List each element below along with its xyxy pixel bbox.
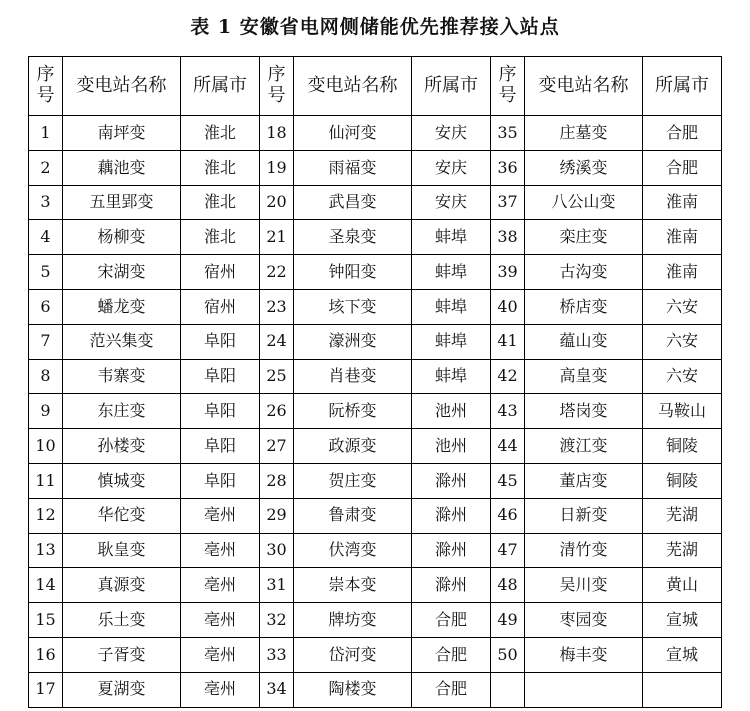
cell-city: 阜阳 <box>181 324 260 359</box>
cell-city: 淮北 <box>181 116 260 151</box>
cell-station-name: 庄墓变 <box>525 116 643 151</box>
cell-city: 亳州 <box>181 568 260 603</box>
cell-no: 50 <box>491 637 525 672</box>
cell-city: 合肥 <box>412 603 491 638</box>
cell-city: 亳州 <box>181 637 260 672</box>
cell-station-name: 杨柳变 <box>63 220 181 255</box>
cell-no: 46 <box>491 498 525 533</box>
cell-city: 亳州 <box>181 603 260 638</box>
cell-no: 32 <box>260 603 294 638</box>
header-row <box>29 57 722 116</box>
cell-city: 合肥 <box>412 637 491 672</box>
table-row <box>29 603 722 638</box>
cell-city: 宿州 <box>181 255 260 290</box>
cell-no: 21 <box>260 220 294 255</box>
cell-city <box>643 672 722 707</box>
cell-no: 47 <box>491 533 525 568</box>
cell-city: 蚌埠 <box>412 289 491 324</box>
cell-no: 1 <box>29 116 63 151</box>
header-no: 序号 <box>491 57 525 116</box>
cell-no: 35 <box>491 116 525 151</box>
header-station-name: 变电站名称 <box>294 57 412 116</box>
header-no: 序号 <box>29 57 63 116</box>
cell-city: 宿州 <box>181 289 260 324</box>
cell-no: 23 <box>260 289 294 324</box>
cell-no: 9 <box>29 394 63 429</box>
cell-no: 26 <box>260 394 294 429</box>
table-row <box>29 394 722 429</box>
cell-no: 28 <box>260 463 294 498</box>
cell-city: 芜湖 <box>643 533 722 568</box>
cell-station-name: 夏湖变 <box>63 672 181 707</box>
table-row <box>29 324 722 359</box>
table-row <box>29 359 722 394</box>
cell-station-name: 贺庄变 <box>294 463 412 498</box>
cell-no: 41 <box>491 324 525 359</box>
cell-city: 阜阳 <box>181 429 260 464</box>
cell-station-name: 武昌变 <box>294 185 412 220</box>
cell-city: 铜陵 <box>643 463 722 498</box>
cell-station-name: 栾庄变 <box>525 220 643 255</box>
cell-station-name: 古沟变 <box>525 255 643 290</box>
cell-station-name: 濠洲变 <box>294 324 412 359</box>
cell-city: 安庆 <box>412 116 491 151</box>
cell-no: 36 <box>491 150 525 185</box>
header-no: 序号 <box>260 57 294 116</box>
station-table <box>28 56 722 708</box>
cell-station-name: 藕池变 <box>63 150 181 185</box>
cell-city: 淮南 <box>643 255 722 290</box>
header-station-name: 变电站名称 <box>525 57 643 116</box>
cell-no: 48 <box>491 568 525 603</box>
cell-station-name: 耿皇变 <box>63 533 181 568</box>
cell-station-name: 宋湖变 <box>63 255 181 290</box>
cell-no: 49 <box>491 603 525 638</box>
cell-station-name: 伏湾变 <box>294 533 412 568</box>
cell-no: 27 <box>260 429 294 464</box>
cell-city: 滁州 <box>412 463 491 498</box>
cell-station-name: 慎城变 <box>63 463 181 498</box>
cell-station-name: 陶楼变 <box>294 672 412 707</box>
cell-station-name: 子胥变 <box>63 637 181 672</box>
cell-station-name: 五里郢变 <box>63 185 181 220</box>
cell-no: 31 <box>260 568 294 603</box>
cell-city: 合肥 <box>643 116 722 151</box>
header-city: 所属市 <box>643 57 722 116</box>
cell-no: 20 <box>260 185 294 220</box>
cell-no: 7 <box>29 324 63 359</box>
cell-city: 蚌埠 <box>412 359 491 394</box>
header-station-name: 变电站名称 <box>63 57 181 116</box>
cell-no: 18 <box>260 116 294 151</box>
cell-no: 25 <box>260 359 294 394</box>
cell-no: 38 <box>491 220 525 255</box>
cell-station-name: 董店变 <box>525 463 643 498</box>
cell-city: 蚌埠 <box>412 324 491 359</box>
cell-station-name: 仙河变 <box>294 116 412 151</box>
cell-station-name: 圣泉变 <box>294 220 412 255</box>
table-row <box>29 568 722 603</box>
cell-station-name: 真源变 <box>63 568 181 603</box>
cell-no: 22 <box>260 255 294 290</box>
cell-city: 淮北 <box>181 220 260 255</box>
cell-city: 黄山 <box>643 568 722 603</box>
table-row <box>29 150 722 185</box>
cell-city: 滁州 <box>412 568 491 603</box>
cell-city: 亳州 <box>181 533 260 568</box>
cell-no: 3 <box>29 185 63 220</box>
cell-city: 淮南 <box>643 185 722 220</box>
cell-no: 13 <box>29 533 63 568</box>
cell-no: 16 <box>29 637 63 672</box>
cell-station-name: 吴川变 <box>525 568 643 603</box>
table-row <box>29 289 722 324</box>
cell-city: 池州 <box>412 429 491 464</box>
table-row <box>29 637 722 672</box>
cell-no <box>491 672 525 707</box>
cell-station-name: 雨福变 <box>294 150 412 185</box>
cell-station-name: 垓下变 <box>294 289 412 324</box>
header-city: 所属市 <box>412 57 491 116</box>
cell-no: 29 <box>260 498 294 533</box>
cell-city: 阜阳 <box>181 463 260 498</box>
cell-no: 40 <box>491 289 525 324</box>
cell-no: 11 <box>29 463 63 498</box>
cell-no: 39 <box>491 255 525 290</box>
cell-no: 24 <box>260 324 294 359</box>
cell-station-name <box>525 672 643 707</box>
header-city: 所属市 <box>181 57 260 116</box>
cell-no: 30 <box>260 533 294 568</box>
cell-city: 淮北 <box>181 150 260 185</box>
cell-no: 8 <box>29 359 63 394</box>
cell-no: 45 <box>491 463 525 498</box>
cell-city: 滁州 <box>412 533 491 568</box>
cell-no: 33 <box>260 637 294 672</box>
cell-no: 37 <box>491 185 525 220</box>
table-row <box>29 255 722 290</box>
table-row <box>29 220 722 255</box>
cell-no: 4 <box>29 220 63 255</box>
cell-city: 马鞍山 <box>643 394 722 429</box>
cell-city: 铜陵 <box>643 429 722 464</box>
cell-city: 池州 <box>412 394 491 429</box>
cell-no: 10 <box>29 429 63 464</box>
cell-city: 芜湖 <box>643 498 722 533</box>
cell-city: 合肥 <box>412 672 491 707</box>
cell-station-name: 乐土变 <box>63 603 181 638</box>
cell-station-name: 肖巷变 <box>294 359 412 394</box>
cell-station-name: 八公山变 <box>525 185 643 220</box>
cell-city: 六安 <box>643 324 722 359</box>
cell-city: 安庆 <box>412 185 491 220</box>
cell-no: 19 <box>260 150 294 185</box>
cell-city: 蚌埠 <box>412 220 491 255</box>
cell-no: 6 <box>29 289 63 324</box>
cell-station-name: 孙楼变 <box>63 429 181 464</box>
table-caption: 表 1 安徽省电网侧储能优先推荐接入站点 <box>190 16 560 38</box>
table-row <box>29 185 722 220</box>
cell-station-name: 阮桥变 <box>294 394 412 429</box>
table-row <box>29 429 722 464</box>
cell-city: 亳州 <box>181 672 260 707</box>
table-row <box>29 116 722 151</box>
table-row <box>29 533 722 568</box>
cell-station-name: 梅丰变 <box>525 637 643 672</box>
table-row <box>29 463 722 498</box>
cell-station-name: 枣园变 <box>525 603 643 638</box>
cell-no: 17 <box>29 672 63 707</box>
cell-city: 淮北 <box>181 185 260 220</box>
cell-station-name: 牌坊变 <box>294 603 412 638</box>
cell-station-name: 范兴集变 <box>63 324 181 359</box>
cell-city: 淮南 <box>643 220 722 255</box>
cell-station-name: 渡江变 <box>525 429 643 464</box>
cell-station-name: 蟠龙变 <box>63 289 181 324</box>
cell-no: 44 <box>491 429 525 464</box>
cell-station-name: 清竹变 <box>525 533 643 568</box>
cell-station-name: 日新变 <box>525 498 643 533</box>
cell-city: 蚌埠 <box>412 255 491 290</box>
cell-no: 34 <box>260 672 294 707</box>
cell-station-name: 政源变 <box>294 429 412 464</box>
cell-city: 安庆 <box>412 150 491 185</box>
cell-station-name: 蕴山变 <box>525 324 643 359</box>
cell-station-name: 岱河变 <box>294 637 412 672</box>
cell-station-name: 桥店变 <box>525 289 643 324</box>
cell-no: 43 <box>491 394 525 429</box>
table-row <box>29 498 722 533</box>
cell-no: 42 <box>491 359 525 394</box>
cell-city: 滁州 <box>412 498 491 533</box>
cell-station-name: 钟阳变 <box>294 255 412 290</box>
cell-station-name: 绣溪变 <box>525 150 643 185</box>
cell-no: 12 <box>29 498 63 533</box>
cell-city: 宣城 <box>643 637 722 672</box>
cell-city: 六安 <box>643 359 722 394</box>
cell-station-name: 塔岗变 <box>525 394 643 429</box>
cell-station-name: 高皇变 <box>525 359 643 394</box>
cell-city: 宣城 <box>643 603 722 638</box>
cell-no: 2 <box>29 150 63 185</box>
cell-no: 15 <box>29 603 63 638</box>
cell-no: 14 <box>29 568 63 603</box>
cell-station-name: 东庄变 <box>63 394 181 429</box>
cell-station-name: 南坪变 <box>63 116 181 151</box>
cell-city: 阜阳 <box>181 359 260 394</box>
cell-city: 阜阳 <box>181 394 260 429</box>
cell-station-name: 鲁肃变 <box>294 498 412 533</box>
cell-station-name: 华佗变 <box>63 498 181 533</box>
cell-no: 5 <box>29 255 63 290</box>
cell-city: 亳州 <box>181 498 260 533</box>
cell-station-name: 韦寨变 <box>63 359 181 394</box>
cell-city: 六安 <box>643 289 722 324</box>
cell-station-name: 崇本变 <box>294 568 412 603</box>
table-row <box>29 672 722 707</box>
cell-city: 合肥 <box>643 150 722 185</box>
